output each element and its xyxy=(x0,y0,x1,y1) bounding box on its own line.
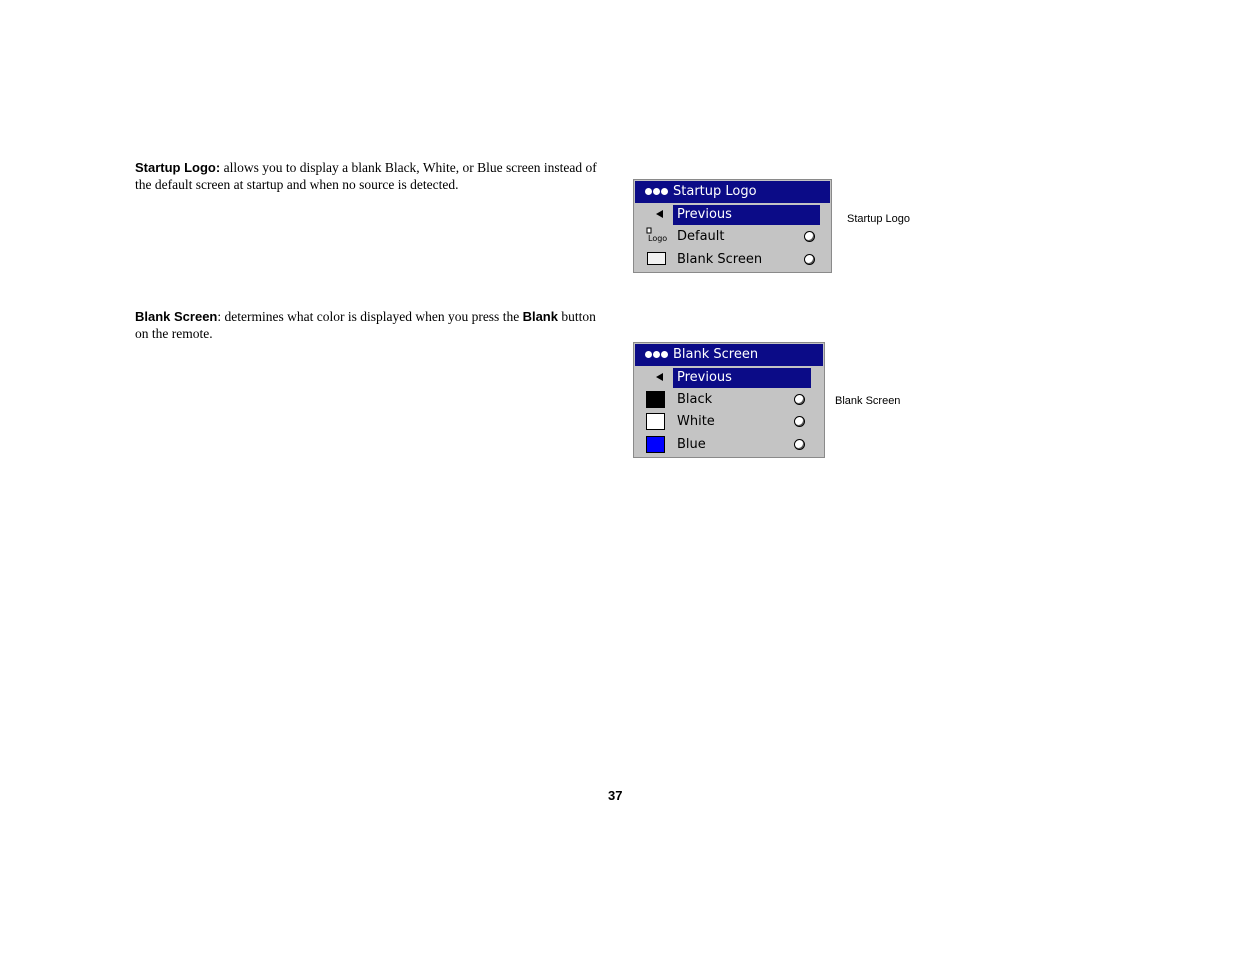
menu-item-label: Default xyxy=(677,229,725,244)
radio-button[interactable] xyxy=(794,394,805,405)
blank-button-term: Blank xyxy=(522,309,558,324)
svg-text:Logo: Logo xyxy=(648,234,667,243)
radio-button[interactable] xyxy=(804,254,815,265)
blank-screen-term: Blank Screen xyxy=(135,309,218,324)
menu-item-default[interactable] xyxy=(635,226,830,248)
radio-button[interactable] xyxy=(794,416,805,427)
black-swatch xyxy=(646,391,665,408)
logo-icon xyxy=(645,227,667,245)
menu-item-previous[interactable] xyxy=(635,204,830,226)
menu-item-black[interactable] xyxy=(635,389,823,411)
back-arrow-icon xyxy=(656,210,663,218)
menu-item-blue[interactable] xyxy=(635,434,823,456)
menu-item-previous[interactable] xyxy=(635,367,823,389)
startup-logo-menu xyxy=(633,179,832,273)
blank-screen-menu xyxy=(633,342,825,458)
menu-dots-icon xyxy=(645,349,668,361)
back-arrow-icon xyxy=(656,373,663,381)
menu-item-white[interactable] xyxy=(635,411,823,433)
blank-screen-icon xyxy=(647,252,666,265)
menu-item-label: Black xyxy=(677,392,713,407)
blue-swatch xyxy=(646,436,665,453)
blank-screen-text-2: button on the remote. xyxy=(135,309,596,341)
menu-title-bar xyxy=(635,344,823,366)
white-swatch xyxy=(646,413,665,430)
menu-item-label: Previous xyxy=(677,370,732,385)
menu-title: Startup Logo xyxy=(673,184,757,199)
startup-logo-description xyxy=(135,159,605,193)
startup-logo-caption: Startup Logo xyxy=(847,213,910,225)
startup-logo-text: allows you to display a blank Black, White, or Blue screen instead of the default screen at startup and when no source is detected. xyxy=(135,160,597,192)
startup-logo-term: Startup Logo: xyxy=(135,160,221,175)
menu-item-blank-screen[interactable] xyxy=(635,249,830,271)
menu-item-label: Blank Screen xyxy=(677,252,763,267)
menu-title: Blank Screen xyxy=(673,347,759,362)
blank-screen-text-1: : determines what color is displayed when you press the xyxy=(217,309,523,324)
radio-button[interactable] xyxy=(794,439,805,450)
menu-dots-icon xyxy=(645,186,668,198)
blank-screen-caption: Blank Screen xyxy=(835,395,901,407)
menu-item-label: Previous xyxy=(677,207,732,222)
radio-button[interactable] xyxy=(804,231,815,242)
menu-item-label: Blue xyxy=(677,437,706,452)
blank-screen-description xyxy=(135,308,605,342)
menu-title-bar xyxy=(635,181,830,203)
page-number: 37 xyxy=(608,788,623,803)
menu-item-label: White xyxy=(677,414,715,429)
